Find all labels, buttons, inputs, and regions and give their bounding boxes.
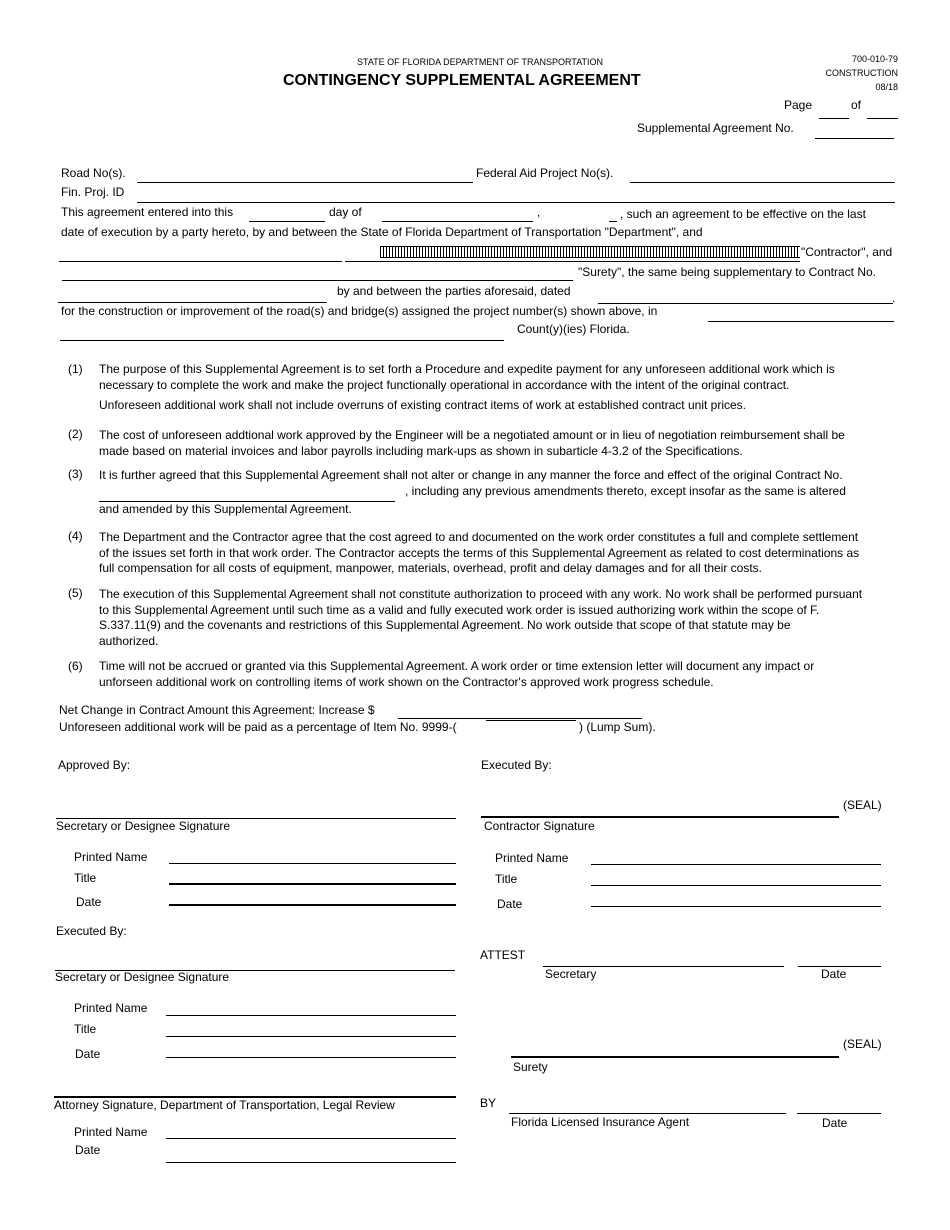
- clause-text: [99, 530, 894, 577]
- surety-name-field[interactable]: [62, 280, 573, 281]
- secretary-designee-label-2: Secretary or Designee Signature: [55, 970, 230, 984]
- agent-label: Florida Licensed Insurance Agent: [511, 1115, 690, 1129]
- clause-line: The cost of unforeseen addtional work approved by the Engineer will be a negotiated amount or in lieu of negotiation reimbursement shall be: [99, 428, 845, 442]
- lump-sum-label: ) (Lump Sum).: [579, 720, 656, 734]
- title-field[interactable]: [169, 883, 456, 885]
- printed-name-label-2: Printed Name: [74, 1001, 148, 1015]
- clause-line: made based on material invoices and labor payrolls including mark-ups as shown in subarticle 4-3.2 of the Specifications.: [99, 443, 743, 458]
- date-label-2: Date: [75, 1047, 101, 1061]
- contractor-signature-line[interactable]: [481, 816, 839, 818]
- contract-no-field[interactable]: [58, 302, 327, 303]
- attest-label: ATTEST: [480, 948, 526, 962]
- date-label-4: Date: [497, 897, 523, 911]
- approved-by-label: Approved By:: [58, 758, 131, 772]
- title-field-4[interactable]: [591, 885, 881, 886]
- entered-into-label: This agreement entered into this: [61, 205, 234, 219]
- construction-text: for the construction or improvement of the road(s) and bridge(s) assigned the project number(s) shown above, in: [61, 304, 658, 318]
- clause-line: of the issues set forth in that work order. The Contractor accepts the terms of this Supplemental Agreement as related to cost determinations as: [99, 545, 860, 560]
- contractor-signature-label: Contractor Signature: [484, 819, 595, 833]
- clause-line: unforseen additional work on controlling items of work shown on the Contractor's approved work progress schedule.: [99, 674, 714, 689]
- of-label: of: [851, 98, 862, 112]
- executed-by-left-label: Executed By:: [56, 924, 127, 938]
- clause-line: The Department and the Contractor agree that the cost agreed to and documented on the work order constitutes a full and complete settlement: [99, 530, 859, 544]
- construction-field[interactable]: [708, 321, 894, 322]
- clause-number: (6): [68, 659, 83, 673]
- by-between-label: by and between the parties aforesaid, dated: [337, 284, 571, 298]
- day-field[interactable]: [249, 221, 325, 222]
- secretary-label: Secretary: [545, 967, 597, 981]
- executed-by-right-label: Executed By:: [481, 758, 552, 772]
- seal-label-2: (SEAL): [843, 1037, 882, 1051]
- agent-date-line[interactable]: [797, 1113, 881, 1114]
- federal-aid-label: Federal Aid Project No(s).: [476, 166, 614, 180]
- increase-amount-field[interactable]: [398, 718, 642, 719]
- clause-text: [99, 468, 894, 484]
- clause-line: Time will not be accrued or granted via this Supplemental Agreement. A work order or time extension letter will document any impact or: [99, 659, 815, 673]
- surety-label: "Surety", the same being supplementary to Contract No.: [578, 265, 877, 279]
- page-number-field[interactable]: [819, 118, 849, 119]
- date-label: Date: [76, 895, 102, 909]
- period-text: .: [892, 291, 896, 305]
- clause-number: (5): [68, 586, 83, 600]
- county-label: Count(y)(ies) Florida.: [517, 322, 630, 336]
- fin-proj-field[interactable]: [137, 202, 895, 203]
- clause-line: It is further agreed that this Supplemental Agreement shall not alter or change in any manner the force and effect of the original Contract No.: [99, 468, 843, 482]
- clause-line: to this Supplemental Agreement until such time as a valid and fully executed work order is issued authorizing work within the scope of F.: [99, 602, 820, 617]
- road-nos-label: Road No(s).: [61, 166, 126, 180]
- date-field[interactable]: [169, 904, 456, 906]
- title-field-2[interactable]: [166, 1036, 456, 1037]
- clause-text: [99, 587, 894, 649]
- federal-aid-field[interactable]: [630, 182, 895, 183]
- clause-line: The execution of this Supplemental Agreement shall not constitute authorization to proceed with any work. No work shall be performed pursuant: [99, 587, 863, 601]
- county-field[interactable]: [60, 340, 504, 341]
- printed-name-field-2[interactable]: [166, 1015, 456, 1016]
- clause-number: (1): [68, 362, 83, 376]
- surety-signature-line[interactable]: [511, 1056, 839, 1058]
- agent-signature-line[interactable]: [509, 1113, 786, 1114]
- attest-date-label: Date: [821, 967, 847, 981]
- printed-name-field-4[interactable]: [591, 864, 881, 865]
- date-field-2[interactable]: [166, 1057, 456, 1058]
- clause-text: [99, 428, 894, 459]
- by-label: BY: [480, 1096, 497, 1110]
- comma-text: ,: [537, 205, 541, 219]
- date-field-3[interactable]: [166, 1162, 456, 1163]
- surety-label: Surety: [513, 1060, 548, 1074]
- net-change-label: Net Change in Contract Amount this Agreement: Increase $: [59, 703, 375, 717]
- clause-line: authorized.: [99, 633, 159, 648]
- printed-name-label: Printed Name: [74, 850, 148, 864]
- printed-name-field[interactable]: [169, 863, 456, 864]
- page-label: Page: [784, 98, 813, 112]
- title-label-2: Title: [74, 1022, 97, 1036]
- month-field[interactable]: [382, 221, 533, 222]
- paid-percentage-label: Unforeseen additional work will be paid as a percentage of Item No. 9999-(: [59, 720, 457, 734]
- seal-label: (SEAL): [843, 798, 882, 812]
- secretary-designee-label: Secretary or Designee Signature: [56, 819, 231, 833]
- form-number: 700-010-79: [851, 54, 898, 64]
- sa-no-label: Supplemental Agreement No.: [637, 121, 794, 135]
- clause-number: (3): [68, 467, 83, 481]
- printed-name-label-3: Printed Name: [74, 1125, 148, 1139]
- agent-date-label: Date: [822, 1116, 848, 1130]
- title-label-4: Title: [495, 872, 518, 886]
- clause-line: Unforeseen additional work shall not include overruns of existing contract items of work at established contract unit prices.: [99, 398, 746, 412]
- contractor-name-field[interactable]: [59, 261, 342, 262]
- day-of-label: day of: [329, 205, 362, 219]
- contractor-label: "Contractor", and: [801, 245, 893, 259]
- sa-no-field[interactable]: [815, 138, 894, 139]
- clause-line: The purpose of this Supplemental Agreement is to set forth a Procedure and expedite payment for any unforeseen additional work which is: [99, 362, 835, 376]
- clause-line: full compensation for all costs of equipment, manpower, materials, overhead, profit and delay damages and for all their costs.: [99, 561, 763, 575]
- form-title: CONTINGENCY SUPPLEMENTAL AGREEMENT: [283, 72, 641, 89]
- contractor-hatched-field[interactable]: [380, 246, 800, 258]
- road-nos-field[interactable]: [137, 182, 473, 183]
- clause-line: and amended by this Supplemental Agreement.: [99, 502, 352, 516]
- printed-name-field-3[interactable]: [166, 1138, 456, 1139]
- form-revision: 08/18: [875, 82, 898, 92]
- clause-line: S.337.11(9) and the covenants and restrictions of this Supplemental Agreement. No work outside that scope of that statute may be: [99, 618, 791, 632]
- effective-text: , such an agreement to be effective on the last: [620, 207, 866, 221]
- agency-name: STATE OF FLORIDA DEPARTMENT OF TRANSPORTATION: [357, 57, 604, 67]
- contractor-name-field-2[interactable]: [345, 261, 800, 262]
- clause-text: [99, 659, 894, 690]
- page-total-field[interactable]: [867, 118, 898, 119]
- date-label-3: Date: [75, 1143, 101, 1157]
- printed-name-label-4: Printed Name: [495, 851, 569, 865]
- item-number-field[interactable]: [486, 720, 576, 721]
- form-category: CONSTRUCTION: [825, 68, 898, 78]
- date-execution-text: date of execution by a party hereto, by and between the State of Florida Department of Transportation "Department", and: [61, 225, 703, 239]
- clause-number: (2): [68, 427, 83, 441]
- fin-proj-label: Fin. Proj. ID: [61, 185, 125, 199]
- clause-line: , including any previous amendments thereto, except insofar as the same is altered: [405, 484, 846, 498]
- year-field[interactable]: [609, 221, 617, 222]
- attorney-label: Attorney Signature, Department of Transportation, Legal Review: [54, 1098, 395, 1112]
- clause-text: [99, 362, 894, 393]
- title-label: Title: [74, 871, 97, 885]
- clause-extra-text: [99, 398, 894, 414]
- clause-line: necessary to complete the work and make the project functionally operational in accordance with the intent of the original contract.: [99, 377, 790, 392]
- clause-number: (4): [68, 529, 83, 543]
- date-field-4[interactable]: [591, 906, 881, 907]
